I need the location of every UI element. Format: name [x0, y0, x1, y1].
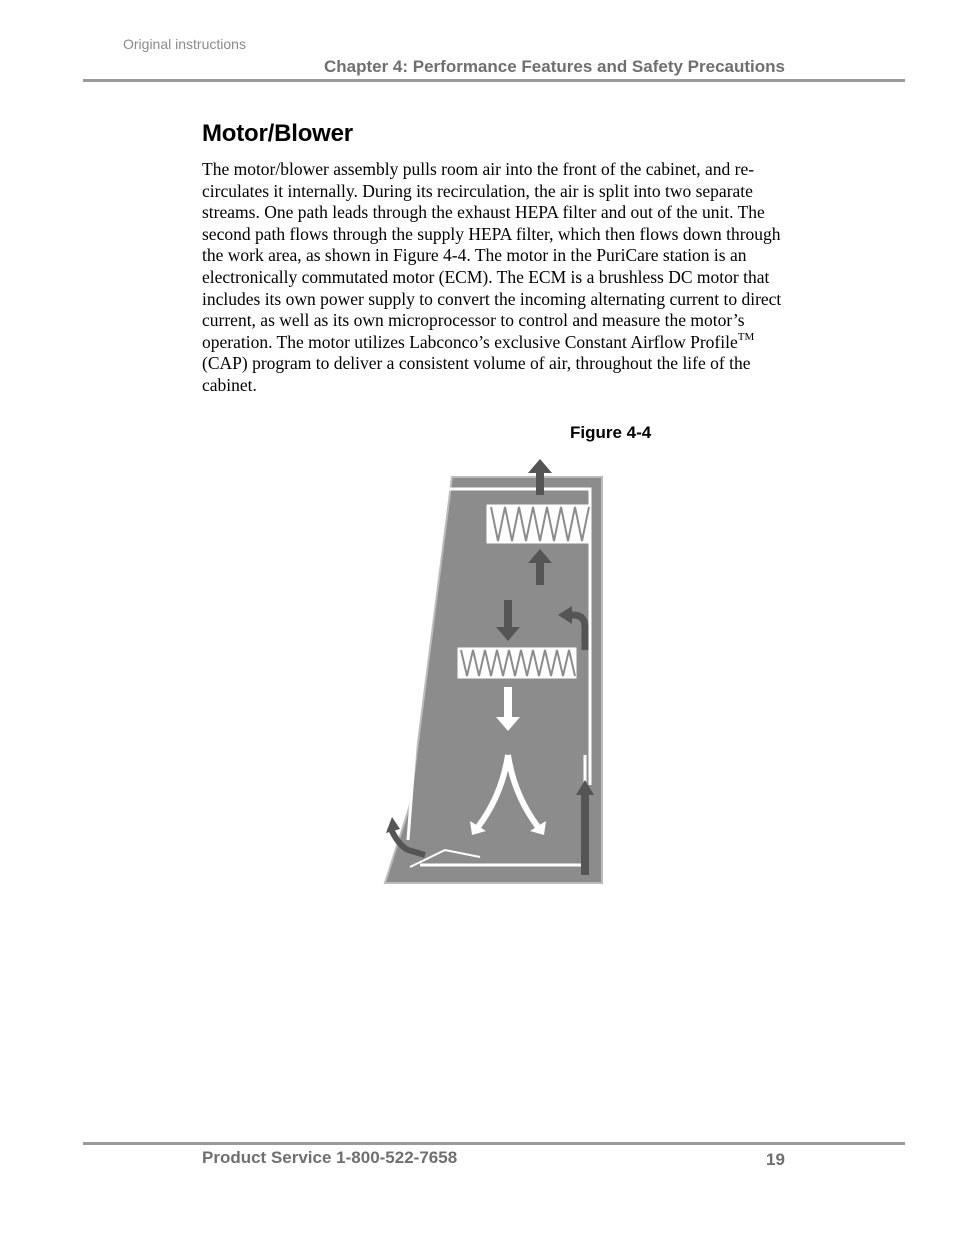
figure-caption: Figure 4-4: [570, 423, 652, 442]
original-instructions-note: Original instructions: [123, 36, 246, 52]
footer-divider: [83, 1142, 905, 1145]
chapter-header: Chapter 4: Performance Features and Safety Precautions: [323, 57, 785, 76]
paragraph-text-part2: (CAP) program to deliver a consistent volume of air, throughout the life of the cabinet.: [202, 353, 751, 395]
body-paragraph: [202, 159, 782, 397]
product-service-line: Product Service 1-800-522-7658: [202, 1148, 458, 1167]
front-intake-arrowhead: [386, 817, 400, 833]
page-number: 19: [766, 1150, 785, 1169]
header-divider: [83, 79, 905, 82]
trademark-superscript: TM: [737, 330, 755, 343]
section-title: Motor/Blower: [202, 120, 353, 147]
paragraph-text-part1: The motor/blower assembly pulls room air into the front of the cabinet, and re-circulates it internally. During its recirculation, the air is split into two separate streams. One path leads through the exhaust HEPA filter and out of the unit. The second path flows through the supply HEPA filter, which then flows down through the work area, as shown in Figure 4-4. The motor in the PuriCare station is an electronically commutated motor (ECM). The ECM is a brushless DC motor that includes its own power supply to convert the incoming alternating current to direct current, as well as its own microprocessor to control and measure the motor’s operation. The motor utilizes Labconco’s exclusive Constant Airflow Profile: [202, 159, 782, 352]
airflow-diagram: [380, 455, 610, 887]
